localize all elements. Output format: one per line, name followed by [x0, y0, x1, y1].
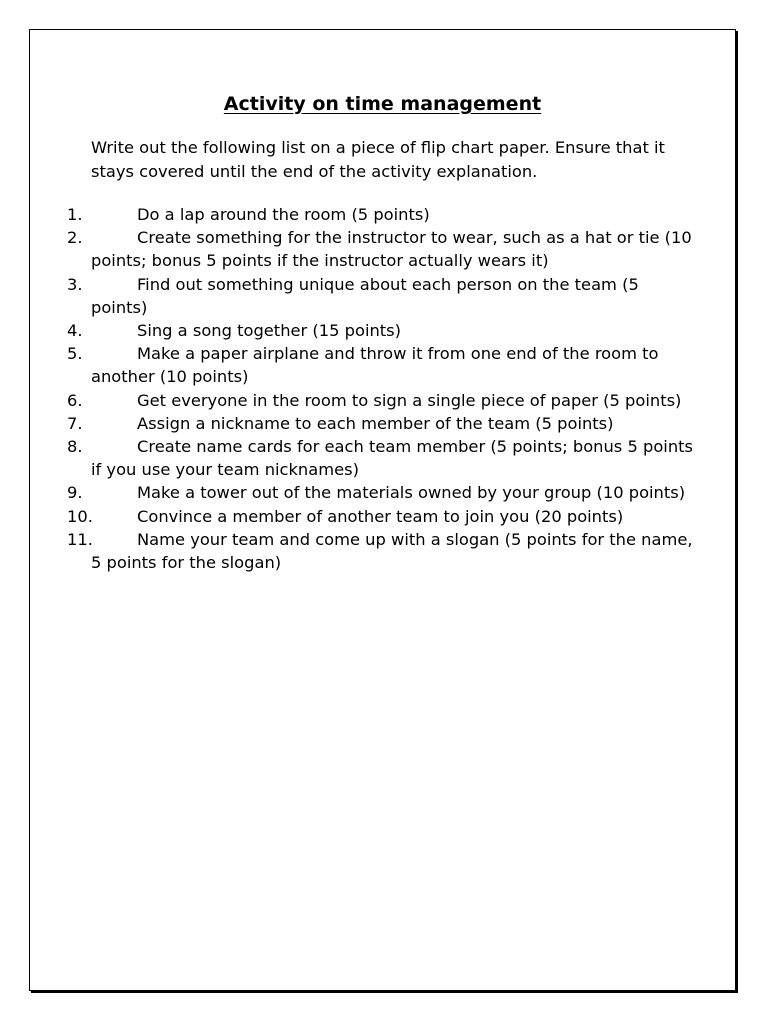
document-page — [29, 29, 736, 991]
list-item-number: 3. — [67, 274, 83, 294]
list-item-text: Get everyone in the room to sign a single piece of paper (5 points) — [137, 390, 682, 410]
list-item-text: Convince a member of another team to join you (20 points) — [137, 506, 624, 526]
list-item-number: 7. — [67, 413, 83, 433]
list-item-number: 1. — [67, 205, 83, 224]
list-item-text: Create name cards for each team member (5 points; bonus 5 points if you use your team nicknames) — [91, 437, 694, 480]
list-item — [67, 505, 697, 528]
list-item — [67, 319, 697, 342]
list-item-text: Create something for the instructor to wear, such as a hat or tie (10 points; bonus 5 points if the instructor actually wears it) — [91, 228, 692, 271]
list-item-number: 2. — [67, 228, 83, 248]
list-item-text: Assign a nickname to each member of the team (5 points) — [137, 413, 614, 433]
list-item-text: Make a tower out of the materials owned by your group (10 points) — [137, 483, 686, 503]
list-item-number: 6. — [67, 390, 83, 410]
task-list — [67, 203, 697, 574]
list-item — [67, 203, 697, 226]
document-title: Activity on time management — [223, 93, 542, 115]
list-item-number: 5. — [67, 344, 83, 364]
list-item-text: Name your team and come up with a slogan (5 points for the name, 5 points for the slogan) — [91, 529, 693, 573]
list-item — [67, 528, 697, 574]
list-item — [67, 389, 697, 412]
list-item-number: 8. — [67, 437, 83, 457]
list-item — [67, 435, 697, 481]
list-item — [67, 481, 697, 504]
list-item-text: Sing a song together (15 points) — [137, 321, 401, 341]
list-item-text: Do a lap around the room (5 points) — [137, 205, 430, 224]
list-item-number: 4. — [67, 321, 83, 341]
list-item-text: Make a paper airplane and throw it from one end of the room to another (10 points) — [91, 344, 659, 387]
list-item-number: 11. — [67, 529, 93, 549]
list-item — [67, 273, 697, 319]
list-item — [67, 412, 697, 435]
intro-paragraph: Write out the following list on a piece of flip chart paper. Ensure that it stays covered until the end of the activity explanation. — [91, 138, 665, 181]
list-item-number: 9. — [67, 483, 83, 503]
list-item-text: Find out something unique about each person on the team (5 points) — [91, 274, 639, 317]
list-item — [67, 342, 697, 388]
list-item-number: 10. — [67, 506, 93, 526]
list-item — [67, 226, 697, 272]
